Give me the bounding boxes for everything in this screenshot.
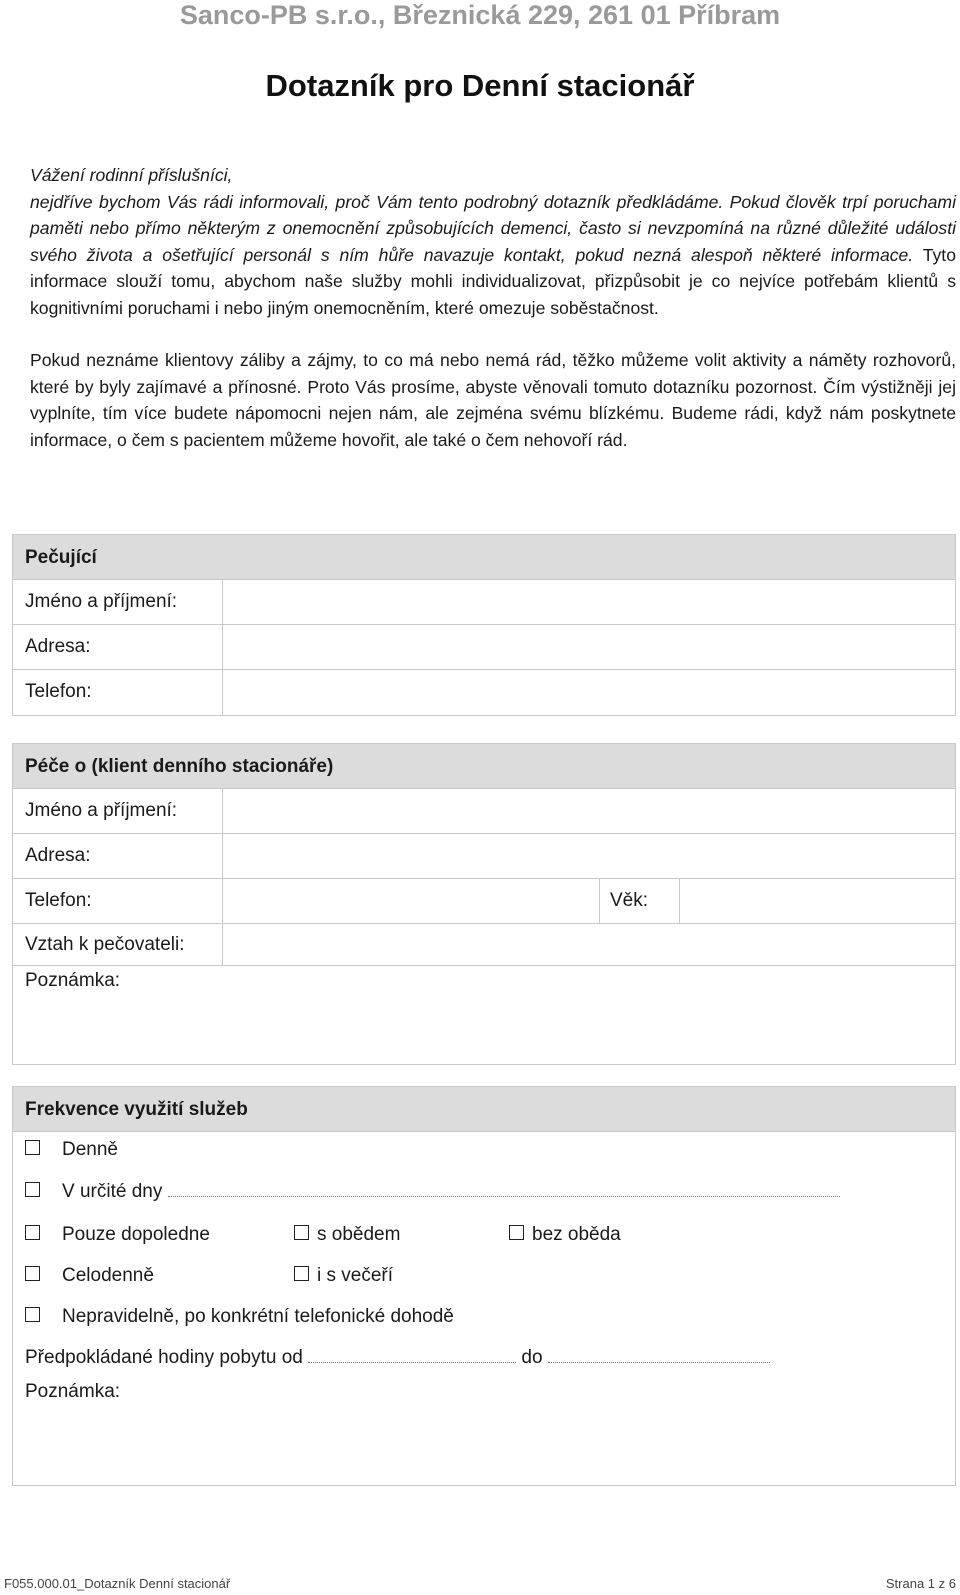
hours-from-blank[interactable] [308, 1348, 516, 1363]
option-morning-only[interactable] [25, 1224, 210, 1246]
option-with-dinner[interactable] [294, 1265, 393, 1287]
checkbox-irregular[interactable] [25, 1307, 40, 1322]
checkbox-certain-days[interactable] [25, 1182, 40, 1197]
option-irregular[interactable] [25, 1306, 454, 1328]
intro-paragraph-1-rest: Tyto informace slouží tomu, abychom naše služby mohli individualizovat, přizpůsobit je co nejvíce potřebám klientů s kognitivními poruchami i nebo jiným onemocněním, které omezuje soběstačnost. [30, 244, 956, 318]
intro-paragraph-2: Pokud neznáme klientovy záliby a zájmy, to co má nebo nemá rád, těžko můžeme volit aktivity a náměty rozhovorů, které by byly zajímavé a přínosné. Proto Vás prosíme, abyste věnovali tomuto dotazníku pozornost. Čím výstižněji jej vyplníte, tím více budete nápomocni nejen nám, ale zejména svému blízkému. Budeme rádi, když nám poskytnete informace, o čem s pacientem můžeme hovořit, ale také o čem nehovoří rád. [30, 350, 956, 450]
client-relation-row [13, 924, 955, 966]
frequency-section [12, 1086, 956, 1486]
option-all-day[interactable] [25, 1265, 154, 1287]
option-irregular-label: Nepravidelně, po konkrétní telefonické dohodě [62, 1306, 454, 1327]
option-daily-label: Denně [62, 1139, 118, 1160]
footer-doc-code: F055.000.01_Dotazník Denní stacionář [4, 1576, 231, 1591]
client-relation-label: Vztah k pečovateli: [13, 924, 223, 965]
client-name-label: Jméno a příjmení: [13, 789, 223, 833]
checkbox-morning-only[interactable] [25, 1225, 40, 1240]
option-with-lunch[interactable] [294, 1224, 400, 1246]
hours-to-label: do [521, 1347, 543, 1368]
checkbox-without-lunch[interactable] [509, 1225, 524, 1240]
client-age-label: Věk: [599, 879, 679, 923]
caregiver-phone-field[interactable] [223, 670, 955, 715]
caregiver-address-label: Adresa: [13, 625, 223, 669]
intro-paragraph-1-italic: nejdříve bychom Vás rádi informovali, proč Vám tento podrobný dotazník předkládáme. Pokud člověk trpí poruchami paměti nebo přímo některým z onemocnění způsobujících demenci, často si nevzpomíná na různé důležité události svého života a ošetřující personál s ním hůře navazuje kontakt, pokud nezná alespoň některé informace. [30, 191, 956, 265]
frequency-note-label: Poznámka: [25, 1381, 121, 1402]
caregiver-address-row [13, 625, 955, 670]
client-name-row [13, 789, 955, 834]
caregiver-name-field[interactable] [223, 580, 955, 624]
client-note-label: Poznámka: [25, 970, 121, 991]
footer-page-number: Strana 1 z 6 [885, 1576, 956, 1591]
caregiver-address-field[interactable] [223, 625, 955, 669]
option-daily[interactable] [25, 1139, 118, 1161]
option-with-dinner-label: i s večeří [317, 1265, 394, 1286]
caregiver-name-label: Jméno a příjmení: [13, 580, 223, 624]
client-note-row[interactable] [13, 966, 955, 1064]
client-age-field[interactable] [679, 879, 955, 923]
option-certain-days-label: V určité dny [62, 1181, 163, 1202]
option-without-lunch[interactable] [509, 1224, 621, 1246]
intro-paragraph-1 [30, 189, 956, 322]
client-phone-row [13, 879, 955, 924]
intro-text [30, 162, 956, 453]
caregiver-section [12, 534, 956, 716]
hours-to-blank[interactable] [548, 1348, 770, 1363]
checkbox-all-day[interactable] [25, 1266, 40, 1281]
option-certain-days[interactable] [25, 1181, 840, 1203]
client-phone-label: Telefon: [13, 879, 223, 923]
option-morning-only-label: Pouze dopoledne [62, 1224, 210, 1245]
caregiver-name-row [13, 580, 955, 625]
client-address-row [13, 834, 955, 879]
hours-from-label: Předpokládané hodiny pobytu od [25, 1347, 303, 1368]
caregiver-phone-row [13, 670, 955, 715]
client-heading: Péče o (klient denního stacionáře) [13, 744, 955, 789]
checkbox-with-dinner[interactable] [294, 1266, 309, 1281]
client-address-label: Adresa: [13, 834, 223, 878]
caregiver-phone-label: Telefon: [13, 670, 223, 715]
option-with-lunch-label: s obědem [317, 1224, 401, 1245]
page-title: Dotazník pro Denní stacionář [265, 68, 695, 103]
company-header: Sanco-PB s.r.o., Březnická 229, 261 01 Příbram [179, 0, 781, 30]
client-section [12, 743, 956, 1065]
certain-days-blank[interactable] [168, 1182, 840, 1197]
checkbox-with-lunch[interactable] [294, 1225, 309, 1240]
caregiver-heading: Pečující [13, 535, 955, 580]
frequency-heading: Frekvence využití služeb [13, 1087, 955, 1132]
checkbox-daily[interactable] [25, 1140, 40, 1155]
option-without-lunch-label: bez oběda [532, 1224, 621, 1245]
client-name-field[interactable] [223, 789, 955, 833]
hours-row [25, 1347, 770, 1369]
client-address-field[interactable] [223, 834, 955, 878]
intro-salutation: Vážení rodinní příslušníci, [30, 165, 233, 185]
client-relation-field[interactable] [223, 924, 955, 965]
option-all-day-label: Celodenně [62, 1265, 154, 1286]
